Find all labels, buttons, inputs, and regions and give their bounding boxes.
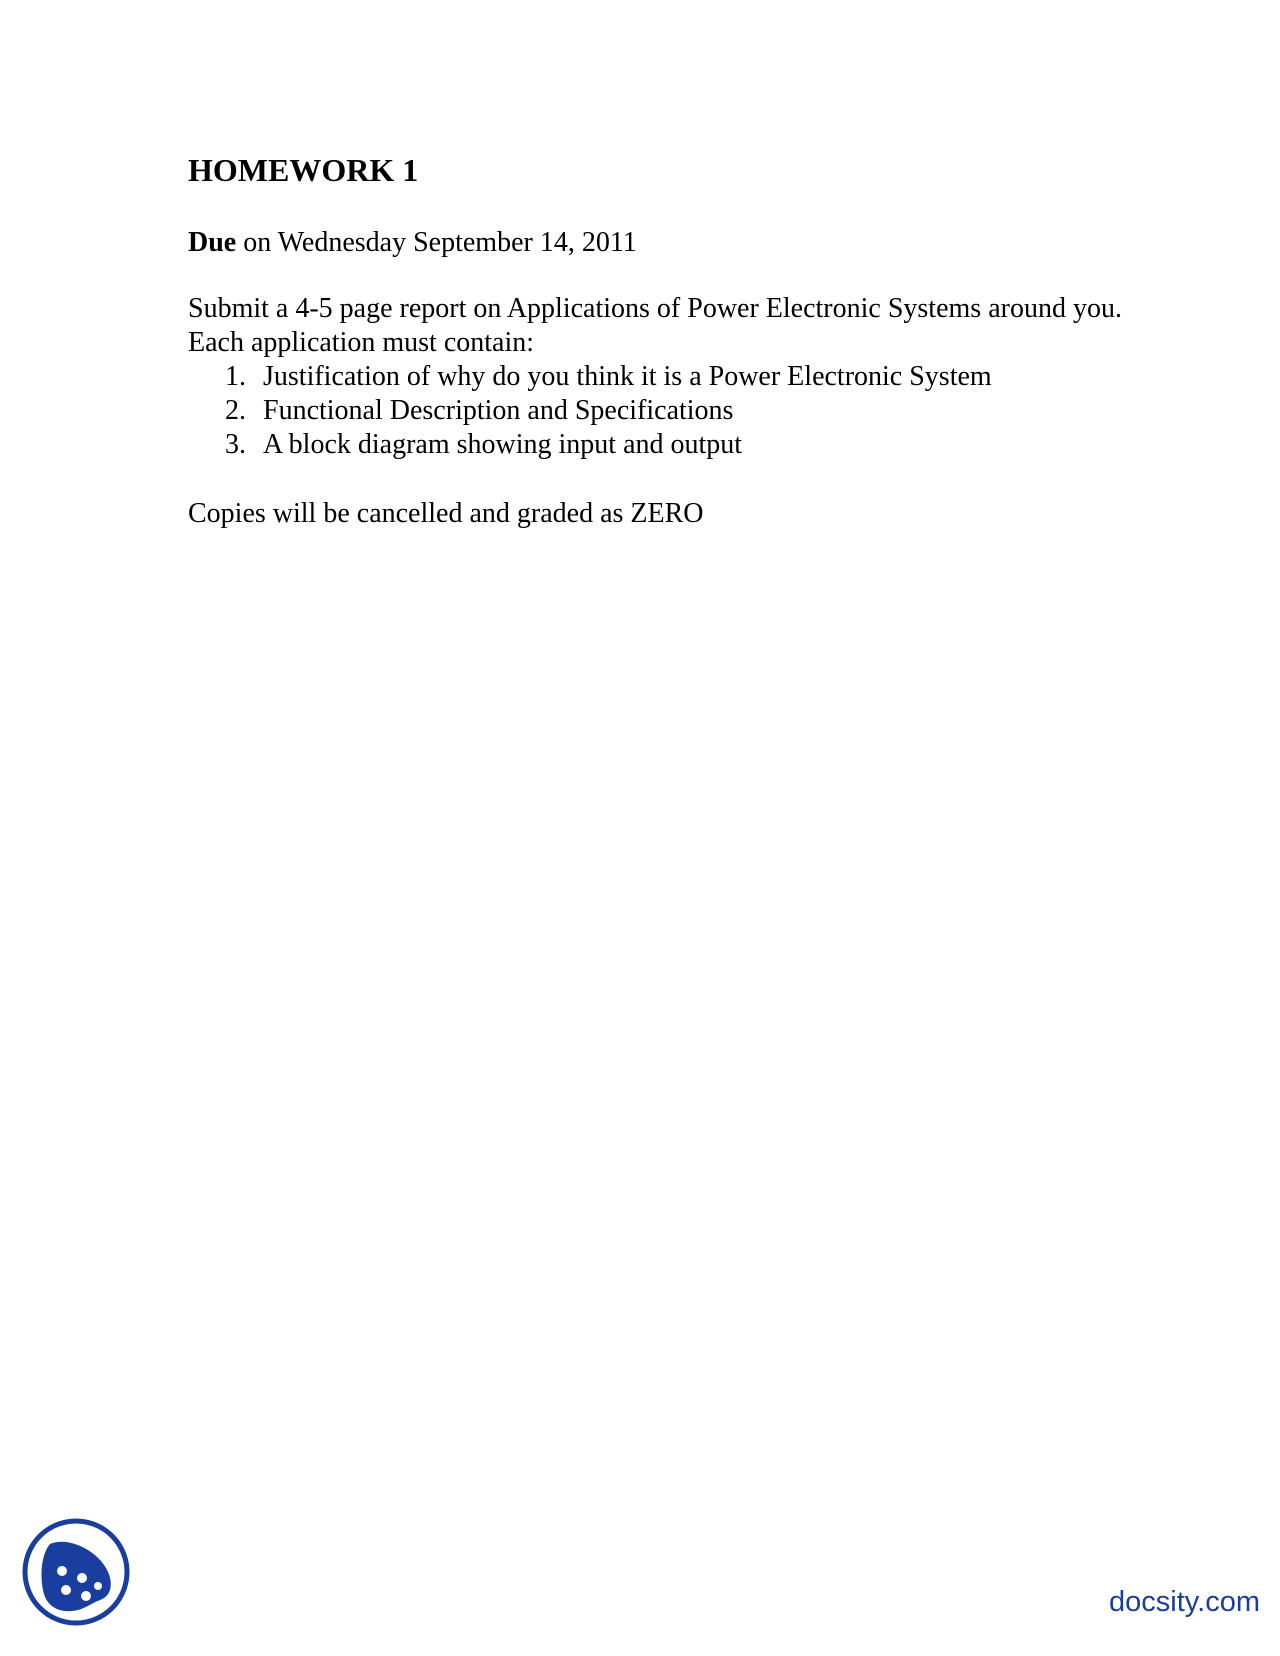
homework-title: HOMEWORK 1 (188, 152, 419, 188)
list-item-number: 2. (225, 395, 246, 426)
assignment-instructions: Submit a 4-5 page report on Applications of Power Electronic Systems around you. Each application must contain: (188, 293, 1122, 358)
list-item-text: Justification of why do you think it is a Power Electronic System (263, 361, 992, 392)
docsity-logo-icon (20, 1516, 132, 1628)
list-item-text: A block diagram showing input and output (263, 429, 743, 460)
due-date-line (188, 225, 637, 261)
list-item-text: Functional Description and Specifications (263, 395, 734, 426)
plagiarism-warning: Copies will be cancelled and graded as ZERO (188, 498, 704, 529)
list-item-number: 1. (225, 361, 246, 392)
due-label: Due (188, 227, 237, 258)
list-item (188, 360, 992, 394)
docsity-brand-link[interactable]: docsity.com (1109, 1586, 1260, 1618)
due-date-text: on Wednesday September 14, 2011 (236, 227, 637, 258)
requirements-list (188, 360, 992, 462)
list-item-number: 3. (225, 429, 246, 460)
list-item (188, 394, 992, 428)
list-item (188, 428, 992, 462)
